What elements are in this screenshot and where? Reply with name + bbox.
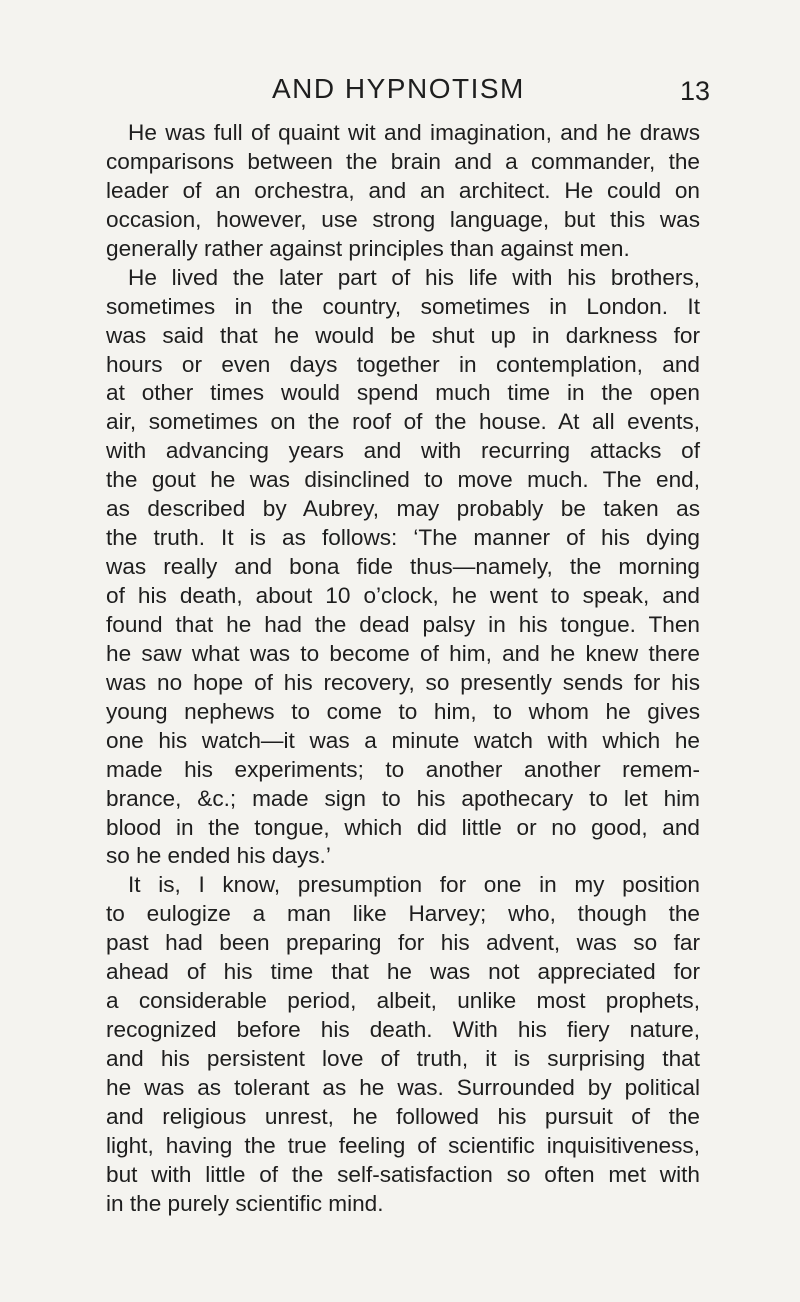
text-line: but with little of the self-satisfaction so often met with bbox=[106, 1161, 700, 1187]
text-line: so he ended his days.’ bbox=[106, 843, 331, 869]
text-line: one his watch—it was a minute watch with which he bbox=[106, 727, 700, 753]
text-line: leader of an orchestra, and an architect. He could on bbox=[106, 177, 700, 203]
running-title: AND HYPNOTISM bbox=[272, 73, 525, 104]
paragraph-1 bbox=[106, 119, 700, 264]
text-line: and religious unrest, he followed his pursuit of the bbox=[106, 1103, 700, 1129]
text-line: as described by Aubrey, may probably be taken as bbox=[106, 496, 700, 522]
text-line: air, sometimes on the roof of the house. At all events, bbox=[106, 409, 700, 435]
text-line: comparisons between the brain and a commander, the bbox=[106, 148, 700, 174]
text-line: He lived the later part of his life with his brothers, bbox=[128, 264, 700, 290]
text-line: ahead of his time that he was not appreciated for bbox=[106, 959, 700, 985]
text-line: sometimes in the country, sometimes in London. It bbox=[106, 293, 700, 319]
text-line: the gout he was disinclined to move much. The end, bbox=[106, 467, 700, 493]
text-line: was no hope of his recovery, so presently sends for his bbox=[106, 669, 700, 695]
text-line: and his persistent love of truth, it is surprising that bbox=[106, 1046, 700, 1071]
text-line: with advancing years and with recurring attacks of bbox=[106, 438, 700, 464]
text-line: He was full of quaint wit and imagination, and he draws bbox=[128, 120, 700, 145]
text-line: generally rather against principles than against men. bbox=[106, 235, 630, 261]
text-line: young nephews to come to him, to whom he gives bbox=[106, 698, 700, 724]
text-line: It is, I know, presumption for one in my position bbox=[128, 872, 700, 898]
text-line: hours or even days together in contemplation, and bbox=[106, 351, 700, 377]
text-line: a considerable period, albeit, unlike most prophets, bbox=[106, 988, 700, 1014]
text-line: found that he had the dead palsy in his tongue. Then bbox=[106, 611, 700, 637]
text-line: in the purely scientific mind. bbox=[106, 1190, 384, 1216]
text-line: light, having the true feeling of scientific inquisitiveness, bbox=[106, 1132, 700, 1158]
text-line: the truth. It is as follows: ‘The manner of his dying bbox=[106, 525, 700, 551]
paragraph-2 bbox=[106, 264, 700, 872]
body-text bbox=[106, 119, 700, 1219]
text-line: made his experiments; to another another remem- bbox=[106, 756, 700, 782]
text-line: blood in the tongue, which did little or no good, and bbox=[106, 814, 700, 840]
text-line: occasion, however, use strong language, but this was bbox=[106, 206, 700, 232]
text-line: he was as tolerant as he was. Surrounded by political bbox=[106, 1074, 700, 1100]
text-line: to eulogize a man like Harvey; who, though the bbox=[106, 901, 700, 927]
text-line: was said that he would be shut up in darkness for bbox=[106, 322, 700, 348]
text-line: past had been preparing for his advent, was so far bbox=[106, 930, 700, 956]
text-line: brance, &c.; made sign to his apothecary to let him bbox=[106, 785, 700, 811]
text-line: was really and bona fide thus—namely, the morning bbox=[106, 554, 700, 580]
running-head bbox=[0, 72, 800, 112]
text-line: recognized before his death. With his fiery nature, bbox=[106, 1017, 700, 1043]
text-line: he saw what was to become of him, and he knew there bbox=[106, 640, 700, 666]
text-line: of his death, about 10 o’clock, he went to speak, and bbox=[106, 583, 700, 608]
page-number: 13 bbox=[680, 76, 711, 106]
text-line: at other times would spend much time in the open bbox=[106, 380, 700, 406]
paragraph-3 bbox=[106, 871, 700, 1218]
